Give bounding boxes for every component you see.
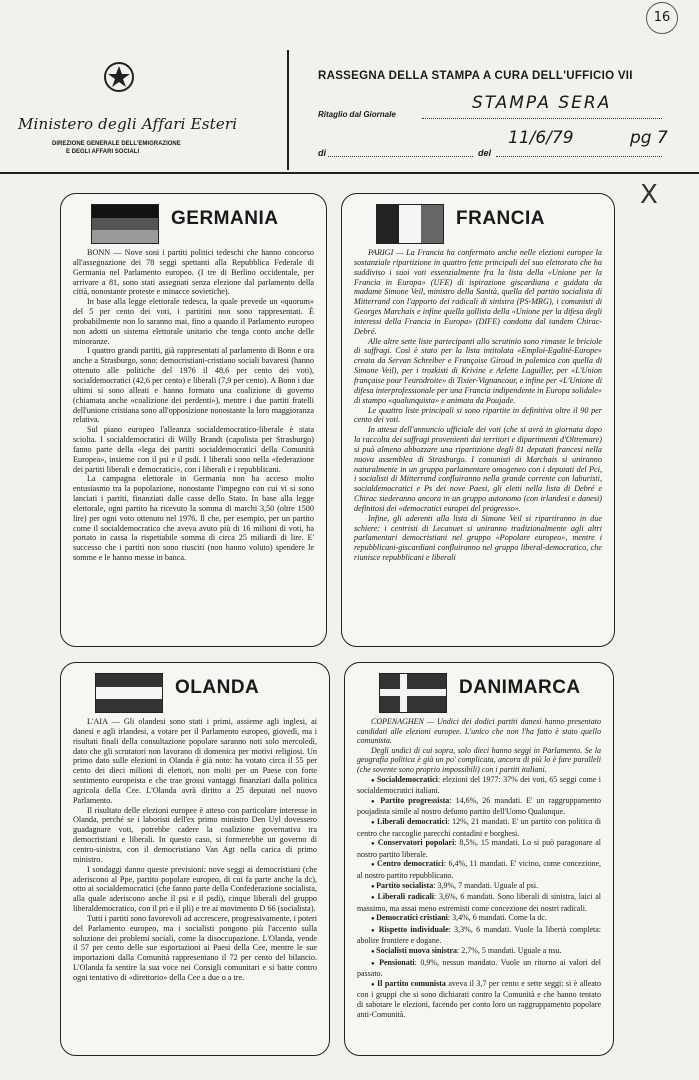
- ministry-header: [0, 0, 699, 180]
- party-text: : 14,6%, 26 mandati. E' un raggruppamento poujadista simile al nostro defunto partito dell'Uomo Qualunque.: [357, 795, 601, 817]
- paragraph: La campagna elettorale in Germania non ha acceso molto entusiasmo tra la popolazione, nonostante l'impegno con cui vi si sono lanciati i partiti, finanziati dalle casse dello Stato. In base alla legge elettorale, ogni partito ha ricevuto la somma di marchi 3,50 (oltre 1500 lire) per ogni voto ottenuto nel 1976. Il che, per esempio, per un partito come il socialdemocratico che aveva avuto più di 16 milioni di voti, ha portato in cassa la rispettabile somma di circa 25 miliardi di lire. E' successo che i partiti non sono riusciti (non hanno voluto) spendere le somme e le hanno messe in banca.: [73, 474, 314, 563]
- di-line: [328, 156, 473, 157]
- section-text: [357, 717, 601, 1019]
- party-item: [357, 859, 601, 880]
- giornale-line: [422, 118, 662, 119]
- section-text: [354, 248, 602, 563]
- france-flag-icon: [376, 204, 444, 244]
- party-text: : 8,5%, 15 mandati. Lo si può paragonare al nostro partito liberale.: [357, 838, 602, 859]
- section-title: OLANDA: [175, 677, 260, 698]
- party-name: Rispetto individuale: [378, 924, 449, 934]
- party-name: Partito progressista: [380, 795, 450, 805]
- party-item: [357, 838, 601, 859]
- paragraph: Il risultato delle elezioni europee è atteso con particolare interesse in Olanda, perché se i laboristi dell'ex primo ministro Den Uyl dovessero guadagnare voti, potrebbe cadere la coalizione governativa tra democristiani e liberali. In questo caso, si formerebbe un governo di centro-sinistra, con il democristiano Van Agt nella carica di primo ministro.: [73, 805, 317, 864]
- ministry-title: Ministero degli Affari Esteri: [18, 115, 238, 133]
- paragraph: Infine, gli aderenti alla lista di Simone Veil si ripartiranno in due schiere: i centristi di Lecanuet si uniranno tradizionalmente agli altri parlamentari democristiani nel gruppo «Popolare europeo», mentre i repubblicani-giscardiani confluiranno nel gruppo liberal-democratico, che riunisce repubblicani e liberali: [354, 513, 602, 563]
- paragraph: BONN — Nove soni i partiti politici tedeschi che hanno concorso all'assegnazione dei 78 seggi spettanti alla Repubblica Federale di Germania nel Parlamento europeo. (I tre di Berlino occidentale, per arrivare a 81, sono stati assegnati senza elezione dal parlamento della città, nonostante proteste e minacce sovietiche).: [73, 248, 314, 297]
- party-item: [357, 958, 601, 979]
- page-stamp: 16: [646, 2, 678, 34]
- party-name: Centro democratici: [377, 859, 444, 869]
- paragraph: Le quattro liste principali si sono ripartite in definitiva oltre il 90 per cento dei voti.: [354, 405, 602, 425]
- party-text: : 0,9%, nessun mandato. Vuole un ritorno ai valori del passato.: [357, 957, 602, 979]
- party-name: Partito socialista: [376, 880, 434, 890]
- giornale-name: STAMPA SERA: [472, 93, 612, 113]
- party-item: [357, 817, 601, 838]
- ministry-subtitle: [52, 140, 181, 156]
- paragraph: Degli undici di cui sopra, solo dieci hanno seggi in Parlamento. Se la geografia politica è già un po' complicata, ancora di più lo è fare paralleli (che sovente sono proprio impossibili) con i partiti italiani.: [357, 745, 601, 774]
- paragraph: In base alla legge elettorale tedesca, la quale prevede un «quorum» del 5 per cento dei voti, i partitini non sono rappresentati. È probabilmente non lo saranno mai, fino a quando il Parlamento europeo non adotti un sistema elettorale unitario che tenga conto anche delle minoranze.: [73, 297, 314, 346]
- section-title: FRANCIA: [456, 208, 545, 229]
- ministry-subtitle-line-2: E DEGLI AFFARI SOCIALI: [66, 149, 140, 155]
- party-text: : 3,4%, 6 mandati. Come la dc.: [447, 913, 547, 923]
- handwritten-x-mark: X: [640, 180, 658, 210]
- party-text: : 6,4%, 11 mandati. E' vicino, come concezione, al nostro partito repubblicano.: [357, 859, 601, 880]
- paragraph: PARIGI — La Francia ha confermato anche nelle elezioni europee la sostanziale ripartizione in quattro fette principali del suo elettorato che ha suddiviso i suoi voti essenzialmente fra la lista della «Unione per la Francia in Europa» (UFE) di ispirazione giscardiana e guidata da madame Simone Veil, ministro della Sanità, quella del partito socialista di Mitterrand con l'apporto dei radicali di sinistra (PS-MRG), i comunisti di Georges Marchais e infine quella gollista della «Unione per la difesa degli interessi della Francia in Europa» (DIFE) condotta dal tandem Chirac-Debré.: [354, 248, 602, 336]
- paragraph: Sul piano europeo l'alleanza socialdemocratico-liberale è stata sciolta. I socialdemocratici di Willy Brandt (capolista per Strasburgo) fanno parte della «lega dei partiti socialdemocratici della Comunità Europea», insieme con il psi e il psdi. I liberali sono nella «federazione dei partiti liberali e democratici», con i liberali e i repubblicani.: [73, 425, 314, 474]
- party-text: : 3,6%, 6 mandati. Sono liberali di sinistra, laici al massimo, ma assai meno estremisti come concezione dei nostri radicali.: [357, 892, 602, 913]
- party-item: [357, 979, 601, 1019]
- section-germania: [60, 193, 327, 647]
- party-item: [357, 946, 601, 958]
- party-name: Il partito comunista: [377, 978, 446, 988]
- paragraph: In attesa dell'annuncio ufficiale dei voti (che si avrà in giornata dopo la raccolta dei suffragi provenienti dai territori e dipartimenti d'Oltremare) si può almeno abbozzare una ripartizione degli 81 deputati francesi nella nuova assemblea di Strasburgo. I comunisti di Marchais si uniranno naturalmente in un gruppo parlamentare omogeneo con i deputati del Pci, i socialisti di Mitterrand confluiranno nella grande corrente con laburisti, socialdemocratici e Ps dei nove Paesi, gli eletti nella lista di Debré e Chirac siederanno ancora in un gruppo autonomo (con irlandesi e danesi) definitosi dei «democratici europei del progresso».: [354, 425, 602, 513]
- paragraph: I sondaggi danno queste previsioni: nove seggi ai democristiani (che aderiscono al Ppe, partito popolare europeo, di cui fa parte anche la dc), otto ai socialdemocratici (che fanno parte della Confederazione socialista, alla quale aderiscono anche il psi e il psdi), cinque liberali del gruppo liberaldemocratico, con il pri e il pli) e tre ai movimento D 66 (socialista).: [73, 864, 317, 914]
- ministry-subtitle-line-1: DIREZIONE GENERALE DELL'EMIGRAZIONE: [52, 141, 181, 147]
- party-item: [357, 892, 601, 913]
- party-item: [357, 925, 601, 946]
- section-olanda: [60, 662, 330, 1056]
- party-name: Socialdemocratici: [376, 774, 438, 784]
- section-danimarca: [344, 662, 614, 1056]
- del-line: [496, 156, 662, 157]
- party-text: : 2,7%, 5 mandati. Uguale a nsu.: [457, 946, 562, 956]
- party-text: : 3,9%, 7 mandati. Uguale al psi.: [433, 880, 539, 890]
- netherlands-flag-icon: [95, 673, 163, 713]
- section-text: [73, 717, 317, 983]
- party-name: Pensionati: [379, 957, 415, 967]
- party-item: [357, 796, 601, 817]
- rassegna-heading: RASSEGNA DELLA STAMPA A CURA DELL'UFFICIO VII: [318, 70, 633, 82]
- party-text: : 3,3%, 6 mandati. Vuole la libertà completa: abolire frontiere e dogane.: [357, 924, 601, 946]
- section-francia: [341, 193, 615, 647]
- paragraph: I quattro grandi partiti, già rappresentati al parlamento di Bonn e ora anche a Strasburgo, sono: democristiani-cristiano sociali bavaresi (hanno ottenuto alle politiche del 1976 il 48,6 per cento dei voti), socialdemocratici (42,6 per cento) e liberali (7,9 per cento). A Bonn i due ultimi si sono alleati e hanno formato una coalizione di governo (chiamata anche «coalizione dei perdenti»), mentre i due partiti fratelli dell'unione cristiana sono all'opposizione nonostante la loro maggioranza relativa.: [73, 346, 314, 425]
- paragraph: COPENAGHEN — Undici dei dodici partiti danesi hanno presentato candidati alle elezioni europee. L'unico che non l'ha fatto è stato quello comunista.: [357, 717, 601, 746]
- clipping-page-number: pg 7: [630, 128, 668, 148]
- header-divider-horizontal: [0, 172, 699, 174]
- paragraph: L'AIA — Gli olandesi sono stati i primi, assieme agli inglesi, ai danesi e agli irlandesi, a votare per il Parlamento europeo, giovedì, ma i risultati finali della consultazione popolare saranno noti solo mercoledì, dato che gli scrutatori non lavorano di domenica per motivi religiosi. Un primo dato sulle elezioni in Olanda è già noto: ha votato circa il 55 per cento dei dieci milioni di elettori, non molti per un Paese con forte sentimento europeista e che trae grossi vantaggi finanziari dalla politica agricola della Cee. L'Olanda avrà diritto a 25 deputati nel nuovo Parlamento.: [73, 717, 317, 805]
- party-name: Conservatori popolari: [377, 838, 455, 848]
- party-item: [357, 913, 601, 925]
- denmark-flag-icon: [379, 673, 447, 713]
- section-text: [73, 248, 314, 563]
- germany-flag-icon: [91, 204, 159, 244]
- del-label: del: [478, 148, 492, 158]
- header-divider-vertical: [287, 50, 289, 170]
- section-title: DANIMARCA: [459, 677, 581, 698]
- party-name: Democratici cristiani: [376, 913, 448, 923]
- section-title: GERMANIA: [171, 208, 279, 229]
- party-name: Liberali radicali: [377, 892, 435, 902]
- party-text: : elezioni del 1977: 37% dei voti, 65 seggi come i socialdemocratici italiani.: [357, 774, 601, 796]
- party-text: aveva il 3,7 per cento e sette seggi: si è alleato con i gruppi che si sono dichiarati contro la Comunità e che hanno tentato di sabotare le elezioni, facendo per conto loro un raggruppamento popolare anti-Comunità.: [357, 978, 602, 1019]
- ritaglio-label: Ritaglio dal Giornale: [318, 110, 396, 119]
- party-name: Socialisti nuova sinistra: [376, 946, 458, 956]
- paragraph: Alle altre sette liste partecipanti allo scrutinio sono rimaste le briciole di suffragi. Così è stato per la lista intitolata «Emploi-Egalité-Europe» creata da Servan Schreiber e Françoise Giroud in polemica con quella di Simone Veil), per i trozkisti di Krivine e Arlette Laguiller, per «L'Union française pour l'eurodroite» di Tixier-Vignancour, e infine per «L'Unione di difesa interprofessionale per una Francia indipendente in Europa solidale» di stampo «qualunquista» e animata da Poujade.: [354, 336, 602, 405]
- di-label: di: [318, 148, 326, 158]
- clipping-date: 11/6/79: [508, 128, 574, 148]
- party-item: [357, 775, 601, 796]
- party-text: : 12%, 21 mandati. E' un partito con politica di centro che raccoglie parecchi contadini e borghesi.: [357, 816, 601, 838]
- party-item: [357, 881, 601, 893]
- republic-emblem-icon: [102, 60, 136, 94]
- paragraph: Tutti i partiti sono favorevoli ad accrescere, progressivamente, i poteri del Parlamento europeo, ma i socialisti pongono più l'accento sulla soluzione dei problemi sociali, come la disoccupazione. L'Olanda, vende il 57 per cento delle sue esportazioni ai Paesi della Cee, mentre le sue importazioni dalla Comunità rappresentano il 72 per cento del bilancio. L'Olanda fa sentire la sua voce nei Consigli comunitari e si batte contro ogni tentativo di «direttorio» della Cee a due o a tre.: [73, 913, 318, 982]
- party-name: Liberali democratici: [377, 816, 448, 826]
